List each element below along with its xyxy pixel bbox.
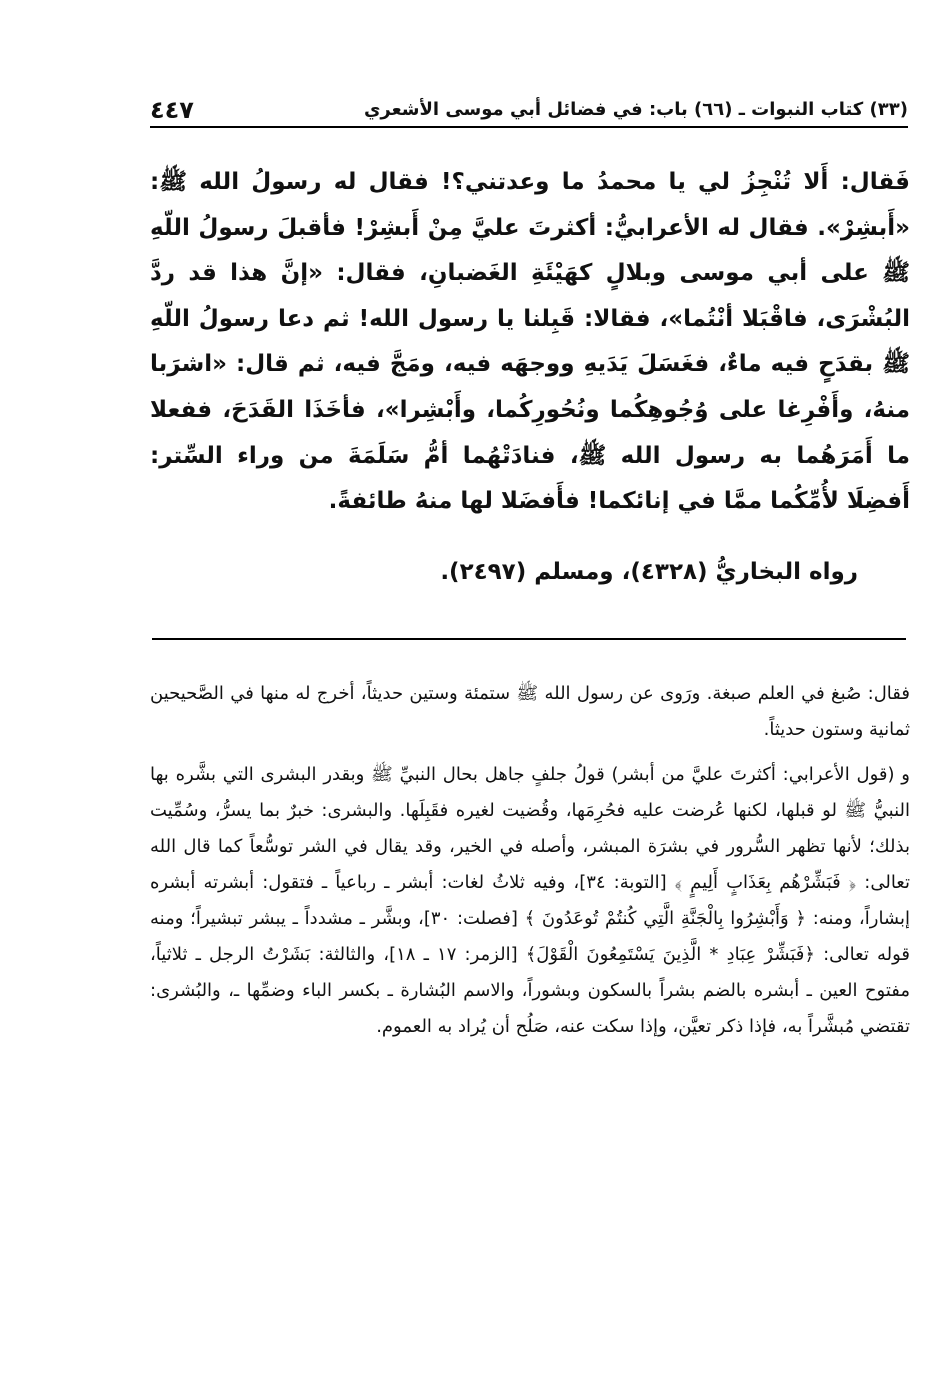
running-header xyxy=(150,96,908,128)
hadith-source-citation: رواه البخاريُّ (٤٣٢٨)، ومسلم (٢٤٩٧). xyxy=(440,559,858,585)
hadith-paragraph: فَقال: أَلا تُنْجِزُ لي يا محمدُ ما وعدتني؟! فقال له رسولُ الله ﷺ: «أَبشِرْ». فقال له الأعرابيُّ: أكثرتَ عليَّ مِنْ أَبشِرْ! فأقبلَ رسولُ اللّهِ ﷺ على أبي موسى وبلالٍ كهَيْئَةِ الغَضبانِ، فقال: «إنَّ هذا قد ردَّ البُشْرَى، فاقْبَلا أنْتُما»، فقالا: قَبِلنا يا رسول الله! ثم دعا رسولُ اللّهِ ﷺ بقدَحٍ فيه ماءٌ، فغَسَلَ يَدَيهِ ووجهَه فيه، ومَجَّ فيه، ثم قال: «اشرَبا منهُ، وأَفْرِغا على وُجُوهِكُما ونُحُورِكُما، وأَبْشِرا»، فأخَذَا القَدَحَ، ففعلا ما أَمَرَهُما به رسول الله ﷺ، فنادَتْهُما أمُّ سَلَمَةَ من وراء السِّتر: أَفضِلَا لأُمِّكُما ممَّا في إنائكما! فأَفضَلا لها منهُ طائفةً. xyxy=(150,169,910,515)
page-number: ٤٤٧ xyxy=(150,96,194,124)
commentary-block xyxy=(150,676,910,1045)
hadith-text-block xyxy=(150,160,910,525)
commentary-paragraph-2: و (قول الأعرابي: أكثرتَ عليَّ من أبشر) قولُ جلفٍ جاهل بحال النبيِّ ﷺ وبقدر البشرى التي بشَّره بها النبيُّ ﷺ لو قبلها، لكنها عُرضت عليه فحُرِمَها، وقُضيت لغيره فقَبِلَها. والبشرى: خبرٌ بما يسرُّ، وسُمِّيت بذلك؛ لأنها تظهر السُّرور في بشرَة المبشر، وأصله في الخير، وقد يقال في الشر توسُّعاً كما قال الله تعالى: ﴿ فَبَشِّرْهُم بِعَذَابٍ أَلِيمٍ ﴾ [التوبة: ٣٤]، وفيه ثلاثُ لغات: أبشر ـ رباعياً ـ فتقول: أبشرته أبشره إبشاراً، ومنه: ﴿ وَأَبْشِرُوا بِالْجَنَّةِ الَّتِي كُنتُمْ تُوعَدُونَ ﴾ [فصلت: ٣٠]، وبشَّر ـ مشدداً ـ يبشر تبشيراً؛ ومنه قوله تعالى: ﴿فَبَشِّرْ عِبَادِ * الَّذِينَ يَسْتَمِعُونَ الْقَوْلَ﴾ [الزمر: ١٧ ـ ١٨]، والثالثة: بَشَرْتُ الرجل ـ ثلاثياً، مفتوح العين ـ أبشره بالضم بشراً بالسكون وبشوراً، والاسم البُشارة ـ بكسر الباء وضمِّها ـ، والبُشرى: تقتضي مُبشَّراً به، فإذا ذكر تعيَّن، وإذا سكت عنه، صَلُح أن يُراد به العموم. xyxy=(150,764,911,1037)
commentary-paragraph-1: فقال: صُبغ في العلم صبغة. ورَوى عن رسول الله ﷺ ستمئة وستين حديثاً، أخرج له منها في الصَّحيحين ثمانية وستون حديثاً. xyxy=(150,683,910,740)
footnote-divider xyxy=(152,638,906,640)
running-head-title: (٣٣) كتاب النبوات ـ (٦٦) باب: في فضائل أبي موسى الأشعري xyxy=(363,99,908,120)
